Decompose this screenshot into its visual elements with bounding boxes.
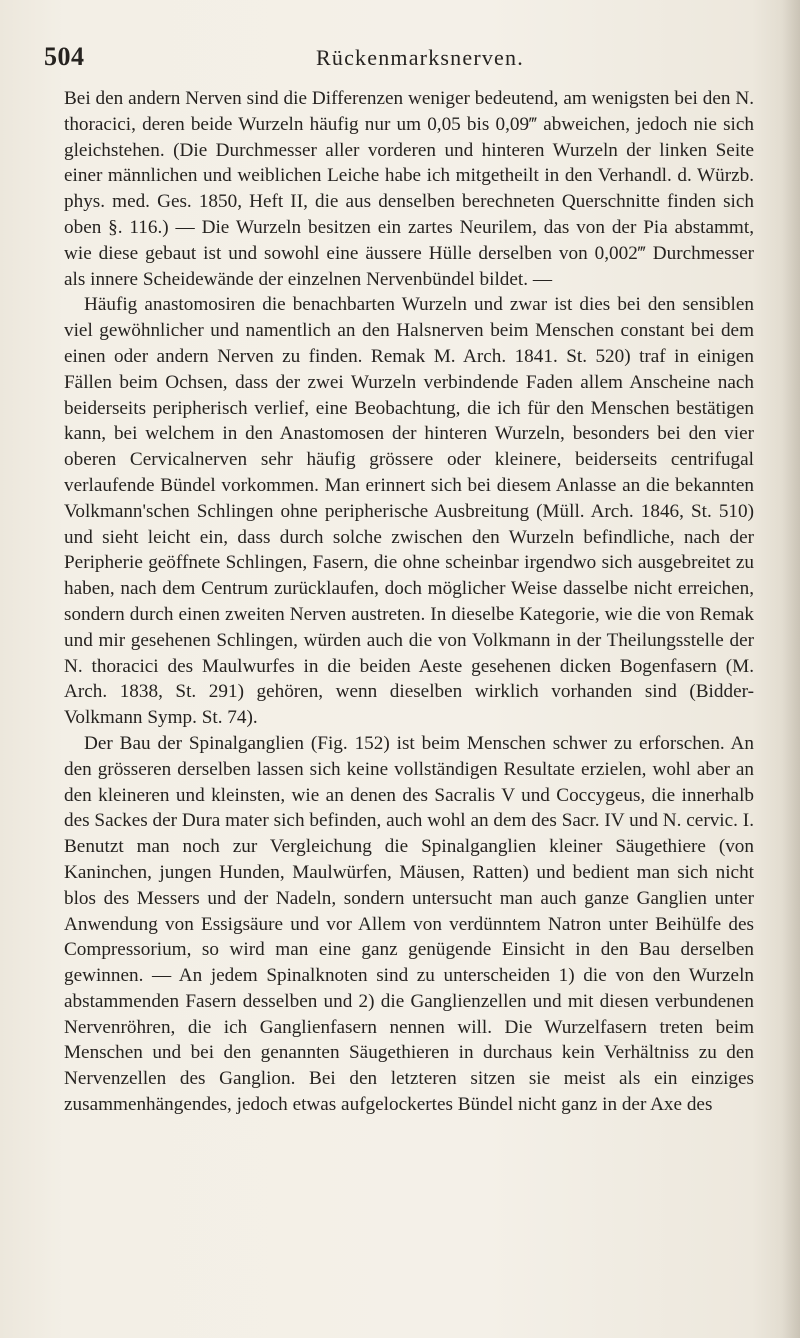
page-header: [0, 42, 800, 72]
body-text: [64, 86, 754, 1118]
page-number: 504: [44, 42, 85, 71]
paragraph-3: Der Bau der Spinalganglien (Fig. 152) ist beim Menschen schwer zu erforschen. An den grösseren derselben lassen sich keine vollständigen Resultate erzielen, wohl aber an den kleineren und kleinsten, wie an denen des Sacralis V und Coccygeus, die innerhalb des Sackes der Dura mater sich befinden, auch wohl an dem des Sacr. IV und N. cervic. I. Benutzt man noch zur Vergleichung die Spinalganglien kleiner Säugethiere (von Kaninchen, jungen Hunden, Maulwürfen, Mäusen, Ratten) und bedient man sich nicht blos des Messers und der Nadeln, sondern untersucht man auch ganze Ganglien unter Anwendung von Essigsäure und vor Allem von verdünntem Natron unter Beihülfe des Compressorium, so wird man eine ganz genügende Einsicht in den Bau derselben gewinnen. — An jedem Spinalknoten sind zu unterscheiden 1) die von den Wurzeln abstammenden Fasern desselben und 2) die Ganglienzellen und mit diesen verbundenen Nervenröhren, die ich Ganglienfasern nennen will. Die Wurzelfasern treten beim Menschen und bei den genannten Säugethieren in durchaus kein Verhältniss zu den Nervenzellen des Ganglion. Bei den letzteren sitzen sie meist als ein einziges zusammenhängendes, jedoch etwas aufgelockertes Bündel nicht ganz in der Axe des: [64, 732, 754, 1116]
page-edge-shadow: [782, 0, 800, 1338]
paragraph-2: Häufig anastomosiren die benachbarten Wurzeln und zwar ist dies bei den sensiblen viel gewöhnlicher und namentlich an den Halsnerven beim Menschen constant bei dem einen oder andern Nerven zu finden. Remak M. Arch. 1841. St. 520) traf in einigen Fällen beim Ochsen, dass der zwei Wurzeln verbindende Faden allem Anscheine nach beiderseits peripherisch verlief, eine Beobachtung, die ich für den Menschen bestätigen kann, bei welchem in den Anastomosen der hinteren Wurzeln, besonders bei den vier oberen Cervicalnerven sehr häufig grössere oder kleinere, beiderseits centrifugal verlaufende Bündel vorkommen. Man erinnert sich bei diesem Anlasse an die bekannten Volkmann'schen Schlingen ohne peripherische Ausbreitung (Müll. Arch. 1846, St. 510) und sieht leicht ein, dass durch solche zwischen den Wurzeln befindliche, nach der Peripherie geöffnete Schlingen, Fasern, die ohne scheinbar irgendwo sich ausgebreitet zu haben, nach dem Centrum zurücklaufen, doch möglicher Weise dasselbe nicht erreichen, sondern durch einen zweiten Nerven austreten. In dieselbe Kategorie, wie die von Remak und mir gesehenen Schlingen, würden auch die von Volkmann in der Theilungsstelle der N. thoracici des Maulwurfes in die beiden Aeste gesehenen dicken Bogenfasern (M. Arch. 1838, St. 291) gehören, wenn dieselben wirklich vorhanden sind (Bidder-Volkmann Symp. St. 74).: [64, 294, 754, 729]
running-head: Rückenmarksnerven.: [316, 45, 524, 70]
paragraph-1: Bei den andern Nerven sind die Differenzen weniger bedeutend, am wenigsten bei den N. thoracici, deren beide Wurzeln häufig nur um 0,05 bis 0,09‴ abweichen, jedoch nie sich gleichstehen. (Die Durchmesser aller vorderen und hinteren Wurzeln der linken Seite einer männlichen und weiblichen Leiche habe ich mitgetheilt in den Verhandl. d. Würzb. phys. med. Ges. 1850, Heft II, die aus denselben berechneten Querschnitte finden sich oben §. 116.) — Die Wurzeln besitzen ein zartes Neurilem, das von der Pia abstammt, wie diese gebaut ist und sowohl eine äussere Hülle derselben von 0,002‴ Durchmesser als innere Scheidewände der einzelnen Nervenbündel bildet. —: [64, 88, 754, 290]
